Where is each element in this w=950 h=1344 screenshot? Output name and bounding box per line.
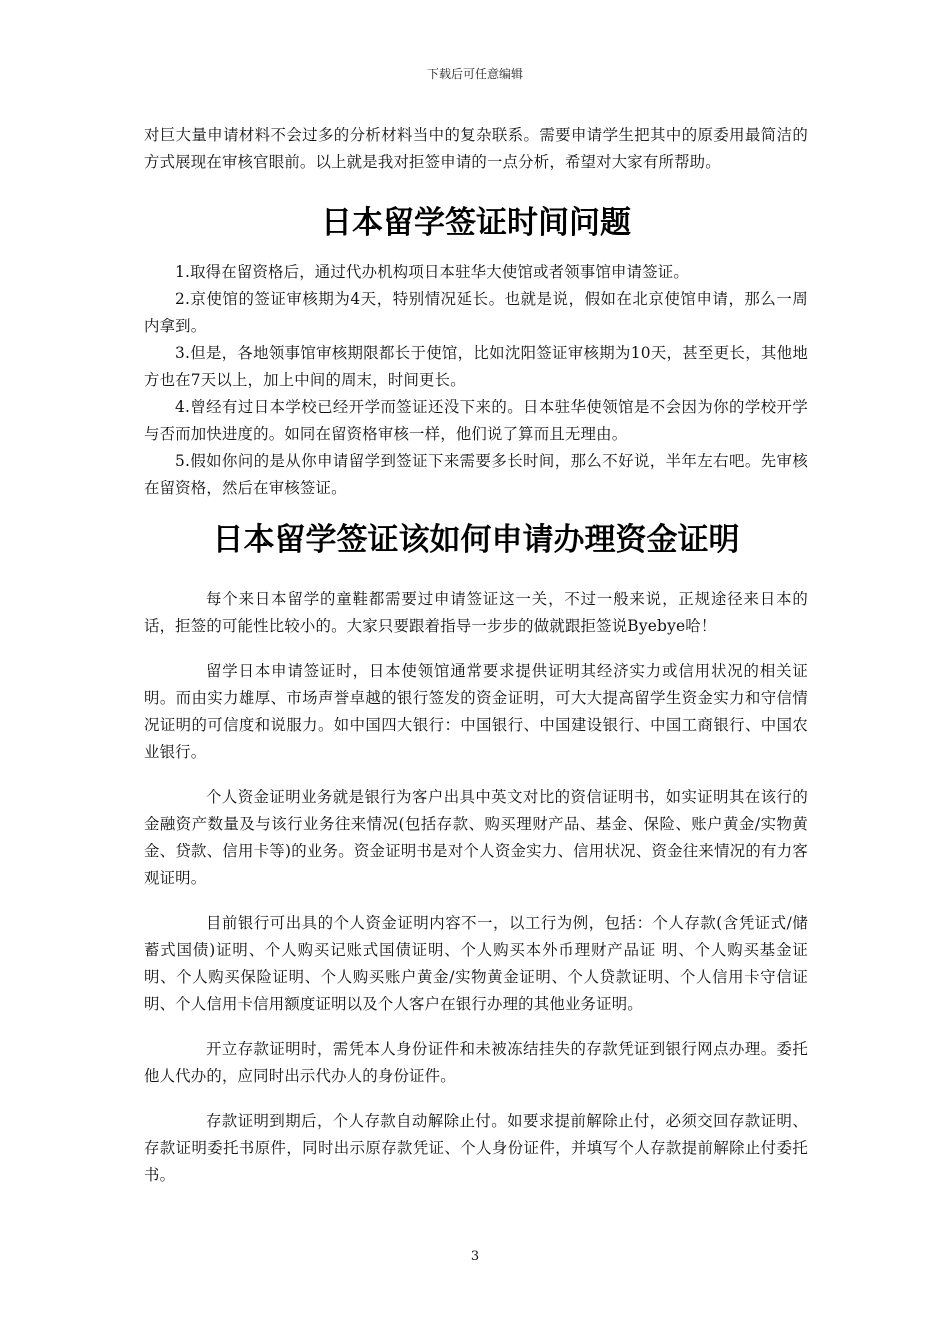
- list-item: 2.京使馆的签证审核期为4天，特别情况延长。也就是说，假如在北京使馆申请，那么一周内拿到。: [144, 290, 808, 335]
- body-paragraph: 存款证明到期后，个人存款自动解除止付。如要求提前解除止付，必须交回存款证明、存款证明委托书原件，同时出示原存款凭证、个人身份证件，并填写个人存款提前解除止付委托书。: [144, 1112, 808, 1184]
- body-paragraph: 目前银行可出具的个人资金证明内容不一，以工行为例，包括：个人存款(含凭证式/储蓄式国债)证明、个人购买记账式国债证明、个人购买本外币理财产品证 明、个人购买基金证明、个人购买保险证明、个人购买账户黄金/实物黄金证明、个人贷款证明、个人信用卡守信证明、个人信用卡信用额度证明以及个人客户在银行办理的其他业务证明。: [144, 914, 808, 1013]
- body-paragraph: 留学日本申请签证时，日本使领馆通常要求提供证明其经济实力或信用状况的相关证明。而由实力雄厚、市场声誉卓越的银行签发的资金证明，可大大提高留学生资金实力和守信情况证明的可信度和说服力。如中国四大银行：中国银行、中国建设银行、中国工商银行、中国农业银行。: [144, 662, 808, 761]
- list-item: 4.曾经有过日本学校已经开学而签证还没下来的。日本驻华使领馆是不会因为你的学校开学与否而加快进度的。如同在留资格审核一样，他们说了算而且无理由。: [144, 398, 808, 443]
- body-paragraph: 开立存款证明时，需凭本人身份证件和未被冻结挂失的存款凭证到银行网点办理。委托他人代办的，应同时出示代办人的身份证件。: [144, 1040, 808, 1085]
- list-item: 5.假如你问的是从你申请留学到签证下来需要多长时间，那么不好说，半年左右吧。先审核在留资格，然后在审核签证。: [144, 452, 808, 497]
- body-paragraph: 每个来日本留学的童鞋都需要过申请签证这一关，不过一般来说，正规途径来日本的话，拒签的可能性比较小的。大家只要跟着指导一步步的做就跟拒签说Byebye哈！: [144, 590, 808, 635]
- document-body: [144, 122, 808, 1207]
- page-number: 3: [470, 1249, 480, 1264]
- section-title-visa-time: 日本留学签证时间问题: [321, 205, 631, 241]
- page-header: 下载后可任意编辑: [426, 67, 523, 81]
- intro-paragraph: 对巨大量申请材料不会过多的分析材料当中的复杂联系。需要申请学生把其中的原委用最简洁的方式展现在审核官眼前。以上就是我对拒签申请的一点分析，希望对大家有所帮助。: [144, 126, 808, 171]
- body-paragraph: 个人资金证明业务就是银行为客户出具中英文对比的资信证明书，如实证明其在该行的金融资产数量及与该行业务往来情况(包括存款、购买理财产品、基金、保险、账户黄金/实物黄金、贷款、信用卡等)的业务。资金证明书是对个人资金实力、信用状况、资金往来情况的有力客观证明。: [144, 788, 808, 887]
- list-item: 1.取得在留资格后，通过代办机构项日本驻华大使馆或者领事馆申请签证。: [175, 263, 689, 281]
- list-item: 3.但是，各地领事馆审核期限都长于使馆，比如沈阳签证审核期为10天，甚至更长，其他地方也在7天以上，加上中间的周末，时间更长。: [144, 344, 808, 389]
- section-title-fund-proof: 日本留学签证该如何申请办理资金证明: [212, 522, 740, 558]
